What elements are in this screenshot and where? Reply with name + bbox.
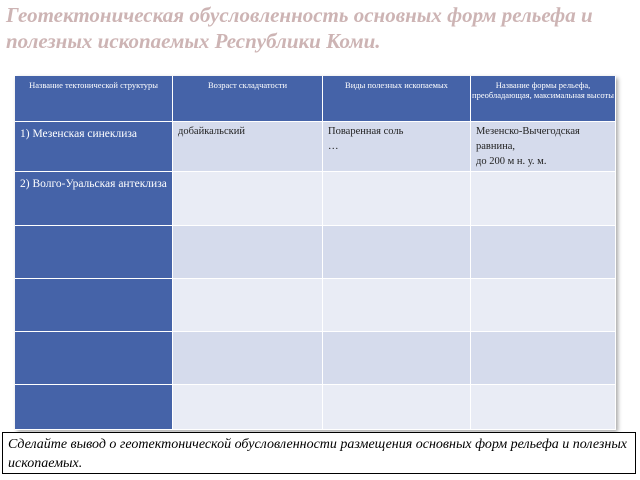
row2-structure: 2) Волго-Уральская антеклиза [15, 172, 173, 226]
row1-age: добайкальский [173, 122, 323, 172]
page-title: Геотектоническая обусловленность основных форм рельефа и полезных ископаемых Республики Коми. [6, 3, 593, 53]
row3-structure [15, 226, 173, 279]
row1-relief: Мезенско-Вычегодская равнина, до 200 м н. у. м. [471, 122, 616, 172]
row5-age [173, 332, 323, 385]
row4-structure [15, 279, 173, 332]
row5-structure [15, 332, 173, 385]
row5-relief [471, 332, 616, 385]
row3-age [173, 226, 323, 279]
conclusion-task: Сделайте вывод о геотектонической обусловленности размещения основных форм рельефа и полезных ископаемых. [2, 432, 636, 474]
row6-age [173, 385, 323, 430]
row3-relief [471, 226, 616, 279]
row2-minerals [323, 172, 471, 226]
row6-relief [471, 385, 616, 430]
row1-structure: 1) Мезенская синеклиза [15, 122, 173, 172]
row4-minerals [323, 279, 471, 332]
row4-age [173, 279, 323, 332]
header-relief: Название формы рельефа, преобладающая, максимальная высоты [471, 76, 616, 122]
row6-minerals [323, 385, 471, 430]
header-structure: Название тектонической структуры [15, 76, 173, 122]
row1-minerals: Поваренная соль … [323, 122, 471, 172]
row3-minerals [323, 226, 471, 279]
structures-table [15, 76, 616, 430]
row5-minerals [323, 332, 471, 385]
header-minerals: Виды полезных ископаемых [323, 76, 471, 122]
row6-structure [15, 385, 173, 430]
row2-age [173, 172, 323, 226]
row2-relief [471, 172, 616, 226]
header-age: Возраст складчатости [173, 76, 323, 122]
row4-relief [471, 279, 616, 332]
